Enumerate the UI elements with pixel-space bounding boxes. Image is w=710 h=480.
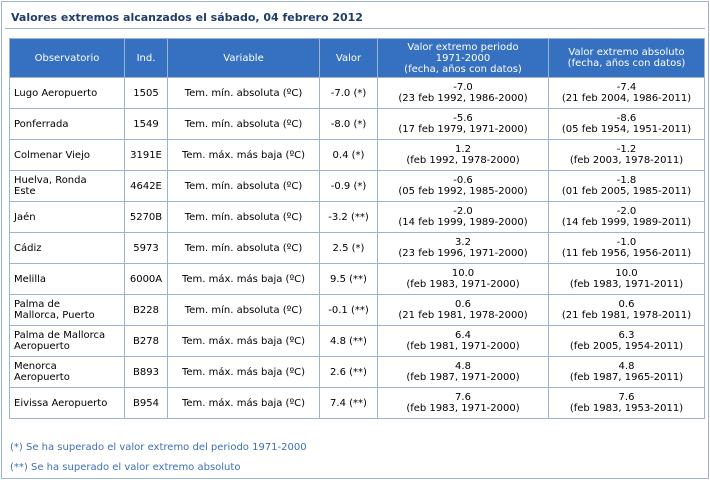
cell-variable: Tem. máx. más baja (ºC) (168, 326, 320, 357)
cell-extremo-periodo (378, 388, 549, 419)
cell-ind: 5973 (125, 233, 168, 264)
cell-variable: Tem. mín. absoluta (ºC) (168, 295, 320, 326)
extremo-absoluto-detail: (feb 1983, 1953-2011) (569, 403, 684, 414)
table-row (10, 78, 705, 109)
cell-ind: 5270B (125, 202, 168, 233)
cell-ind: 6000A (125, 264, 168, 295)
cell-ind: B278 (125, 326, 168, 357)
cell-variable: Tem. mín. absoluta (ºC) (168, 171, 320, 202)
cell-valor: 2.5 (*) (320, 233, 378, 264)
cell-extremo-absoluto (549, 264, 705, 295)
extremo-periodo-detail: (feb 1983, 1971-2000) (406, 403, 520, 414)
extremo-absoluto-detail: (feb 1987, 1965-2011) (569, 372, 684, 383)
cell-extremo-periodo (378, 78, 549, 109)
cell-extremo-absoluto (549, 78, 705, 109)
extremo-absoluto-value: -2.0 (616, 206, 637, 217)
cell-observatorio (10, 295, 125, 326)
cell-valor: 2.6 (**) (320, 357, 378, 388)
observatorio-name-line-1: Menorca (14, 361, 57, 372)
observatorio-name-line-1: Huelva, Ronda (14, 175, 87, 186)
extremo-absoluto-value: 0.6 (618, 299, 635, 310)
observatorio-name-line-2: Este (14, 186, 36, 197)
extremo-periodo-detail: (14 feb 1999, 1989-2000) (398, 217, 528, 228)
extremo-periodo-detail: (21 feb 1981, 1978-2000) (398, 310, 528, 321)
extremo-periodo-value: 1.2 (455, 144, 471, 155)
page-title: Valores extremos alcanzados el sábado, 04 febrero 2012 (11, 11, 363, 24)
footnote-periodo: (*) Se ha superado el valor extremo del periodo 1971-2000 (10, 442, 307, 453)
table-row (10, 109, 705, 140)
footnote-absoluto: (**) Se ha superado el valor extremo absoluto (10, 462, 241, 473)
observatorio-name-line-1: Lugo Aeropuerto (14, 87, 98, 99)
extremo-periodo-value: 7.6 (455, 392, 471, 403)
cell-extremo-periodo (378, 295, 549, 326)
cell-extremo-periodo (378, 233, 549, 264)
table-row (10, 202, 705, 233)
table-row (10, 295, 705, 326)
extremo-periodo-detail: (05 feb 1992, 1985-2000) (398, 186, 528, 197)
header-periodo-line-1: Valor extremo periodo (407, 41, 519, 53)
cell-extremo-absoluto (549, 109, 705, 140)
cell-observatorio (10, 109, 125, 140)
cell-extremo-absoluto (549, 326, 705, 357)
cell-extremo-absoluto (549, 140, 705, 171)
cell-extremo-periodo (378, 357, 549, 388)
header-observatorio: Observatorio (10, 39, 125, 78)
extremo-absoluto-value: -1.2 (616, 144, 637, 155)
cell-extremo-absoluto (549, 233, 705, 264)
header-ind: Ind. (125, 39, 168, 78)
extremo-absoluto-value: 7.6 (618, 392, 635, 403)
extremo-periodo-value: -0.6 (453, 175, 473, 186)
header-periodo-line-3: (fecha, años con datos) (404, 63, 522, 75)
extremo-periodo-value: 6.4 (455, 330, 471, 341)
cell-ind: 1549 (125, 109, 168, 140)
cell-extremo-absoluto (549, 202, 705, 233)
cell-valor: -0.9 (*) (320, 171, 378, 202)
cell-ind: B954 (125, 388, 168, 419)
header-variable: Variable (168, 39, 320, 78)
cell-ind: 4642E (125, 171, 168, 202)
cell-valor: 9.5 (**) (320, 264, 378, 295)
cell-observatorio (10, 357, 125, 388)
cell-variable: Tem. mín. absoluta (ºC) (168, 233, 320, 264)
cell-extremo-periodo (378, 326, 549, 357)
table-row (10, 171, 705, 202)
header-absoluto-line-2: (fecha, años con datos) (567, 58, 686, 69)
cell-valor: 0.4 (*) (320, 140, 378, 171)
extremo-absoluto-detail: (21 feb 1981, 1978-2011) (561, 310, 692, 321)
extremo-periodo-value: 10.0 (451, 268, 475, 279)
cell-extremo-absoluto (549, 357, 705, 388)
cell-extremo-periodo (378, 264, 549, 295)
cell-valor: 7.4 (**) (320, 388, 378, 419)
observatorio-name-line-2: Aeropuerto (14, 341, 70, 352)
extremo-absoluto-value: -7.4 (616, 82, 637, 93)
cell-ind: 1505 (125, 78, 168, 109)
cell-extremo-periodo (378, 202, 549, 233)
extremo-periodo-detail: (feb 1992, 1978-2000) (406, 155, 520, 166)
extremes-table (9, 38, 705, 419)
observatorio-name-line-1: Jaén (14, 211, 36, 223)
header-periodo-line-2: 1971-2000 (435, 52, 491, 64)
extremo-absoluto-detail: (14 feb 1999, 1989-2011) (561, 217, 692, 228)
cell-valor: -8.0 (*) (320, 109, 378, 140)
observatorio-name-line-1: Palma de Mallorca (14, 330, 106, 341)
title-divider (5, 28, 705, 29)
extremo-periodo-value: -7.0 (453, 82, 473, 93)
extremo-periodo-detail: (17 feb 1979, 1971-2000) (398, 124, 528, 135)
observatorio-name-line-1: Melilla (14, 273, 47, 285)
extremo-periodo-value: -2.0 (453, 206, 473, 217)
table-row (10, 357, 705, 388)
cell-extremo-absoluto (549, 295, 705, 326)
cell-variable: Tem. máx. más baja (ºC) (168, 140, 320, 171)
table-row (10, 264, 705, 295)
observatorio-name-line-2: Mallorca, Puerto (14, 310, 95, 321)
extremo-absoluto-value: -1.8 (616, 175, 637, 186)
extremo-absoluto-detail: (feb 1983, 1971-2011) (569, 279, 684, 290)
extremo-absoluto-detail: (21 feb 2004, 1986-2011) (561, 93, 692, 104)
extremo-periodo-value: 3.2 (455, 237, 471, 248)
extremo-absoluto-detail: (feb 2003, 1978-2011) (569, 155, 684, 166)
cell-valor: -7.0 (*) (320, 78, 378, 109)
cell-observatorio (10, 171, 125, 202)
extremo-absoluto-value: 6.3 (618, 330, 635, 341)
cell-ind: 3191E (125, 140, 168, 171)
cell-extremo-periodo (378, 109, 549, 140)
extremo-absoluto-detail: (01 feb 2005, 1985-2011) (561, 186, 692, 197)
extremo-absoluto-detail: (05 feb 1954, 1951-2011) (561, 124, 692, 135)
cell-variable: Tem. mín. absoluta (ºC) (168, 109, 320, 140)
extremo-absoluto-detail: (feb 2005, 1954-2011) (569, 341, 684, 352)
table-body (10, 78, 705, 419)
cell-variable: Tem. mín. absoluta (ºC) (168, 202, 320, 233)
cell-extremo-absoluto (549, 388, 705, 419)
cell-valor: -3.2 (**) (320, 202, 378, 233)
cell-observatorio (10, 264, 125, 295)
observatorio-name-line-1: Palma de (14, 299, 61, 310)
cell-observatorio (10, 388, 125, 419)
cell-variable: Tem. mín. absoluta (ºC) (168, 78, 320, 109)
observatorio-name-line-1: Colmenar Viejo (14, 149, 90, 161)
extremo-absoluto-detail: (11 feb 1956, 1956-2011) (561, 248, 692, 259)
extremo-absoluto-value: 10.0 (615, 268, 638, 279)
cell-variable: Tem. máx. más baja (ºC) (168, 357, 320, 388)
cell-extremo-periodo (378, 140, 549, 171)
cell-ind: B893 (125, 357, 168, 388)
cell-ind: B228 (125, 295, 168, 326)
extremo-periodo-detail: (23 feb 1992, 1986-2000) (398, 93, 528, 104)
report-panel (1, 1, 709, 479)
cell-observatorio (10, 202, 125, 233)
extremo-absoluto-value: 4.8 (618, 361, 635, 372)
cell-observatorio (10, 326, 125, 357)
observatorio-name-line-2: Aeropuerto (14, 372, 70, 383)
extremo-periodo-value: 4.8 (455, 361, 471, 372)
extremo-periodo-detail: (23 feb 1996, 1971-2000) (398, 248, 528, 259)
cell-valor: 4.8 (**) (320, 326, 378, 357)
cell-observatorio (10, 140, 125, 171)
extremo-absoluto-value: -8.6 (616, 113, 637, 124)
cell-variable: Tem. máx. más baja (ºC) (168, 264, 320, 295)
table-row (10, 140, 705, 171)
header-valor: Valor (320, 39, 378, 78)
observatorio-name-line-1: Cádiz (14, 242, 42, 254)
table-row (10, 233, 705, 264)
header-valor-extremo-periodo (378, 39, 549, 78)
cell-variable: Tem. máx. más baja (ºC) (168, 388, 320, 419)
cell-observatorio (10, 233, 125, 264)
extremo-periodo-detail: (feb 1983, 1971-2000) (406, 279, 520, 290)
cell-extremo-periodo (378, 171, 549, 202)
extremo-periodo-detail: (feb 1987, 1971-2000) (406, 372, 520, 383)
observatorio-name-line-1: Ponferrada (14, 118, 69, 130)
cell-extremo-absoluto (549, 171, 705, 202)
table-row (10, 326, 705, 357)
extremo-periodo-value: -5.6 (453, 113, 473, 124)
table-row (10, 388, 705, 419)
extremo-periodo-detail: (feb 1981, 1971-2000) (406, 341, 520, 352)
cell-valor: -0.1 (**) (320, 295, 378, 326)
header-valor-extremo-absoluto (549, 39, 705, 78)
cell-observatorio (10, 78, 125, 109)
extremo-periodo-value: 0.6 (455, 299, 471, 310)
header-absoluto-line-1: Valor extremo absoluto (568, 47, 685, 58)
table-header-row (10, 39, 705, 78)
extremo-absoluto-value: -1.0 (616, 237, 637, 248)
observatorio-name-line-1: Eivissa Aeropuerto (14, 397, 108, 409)
